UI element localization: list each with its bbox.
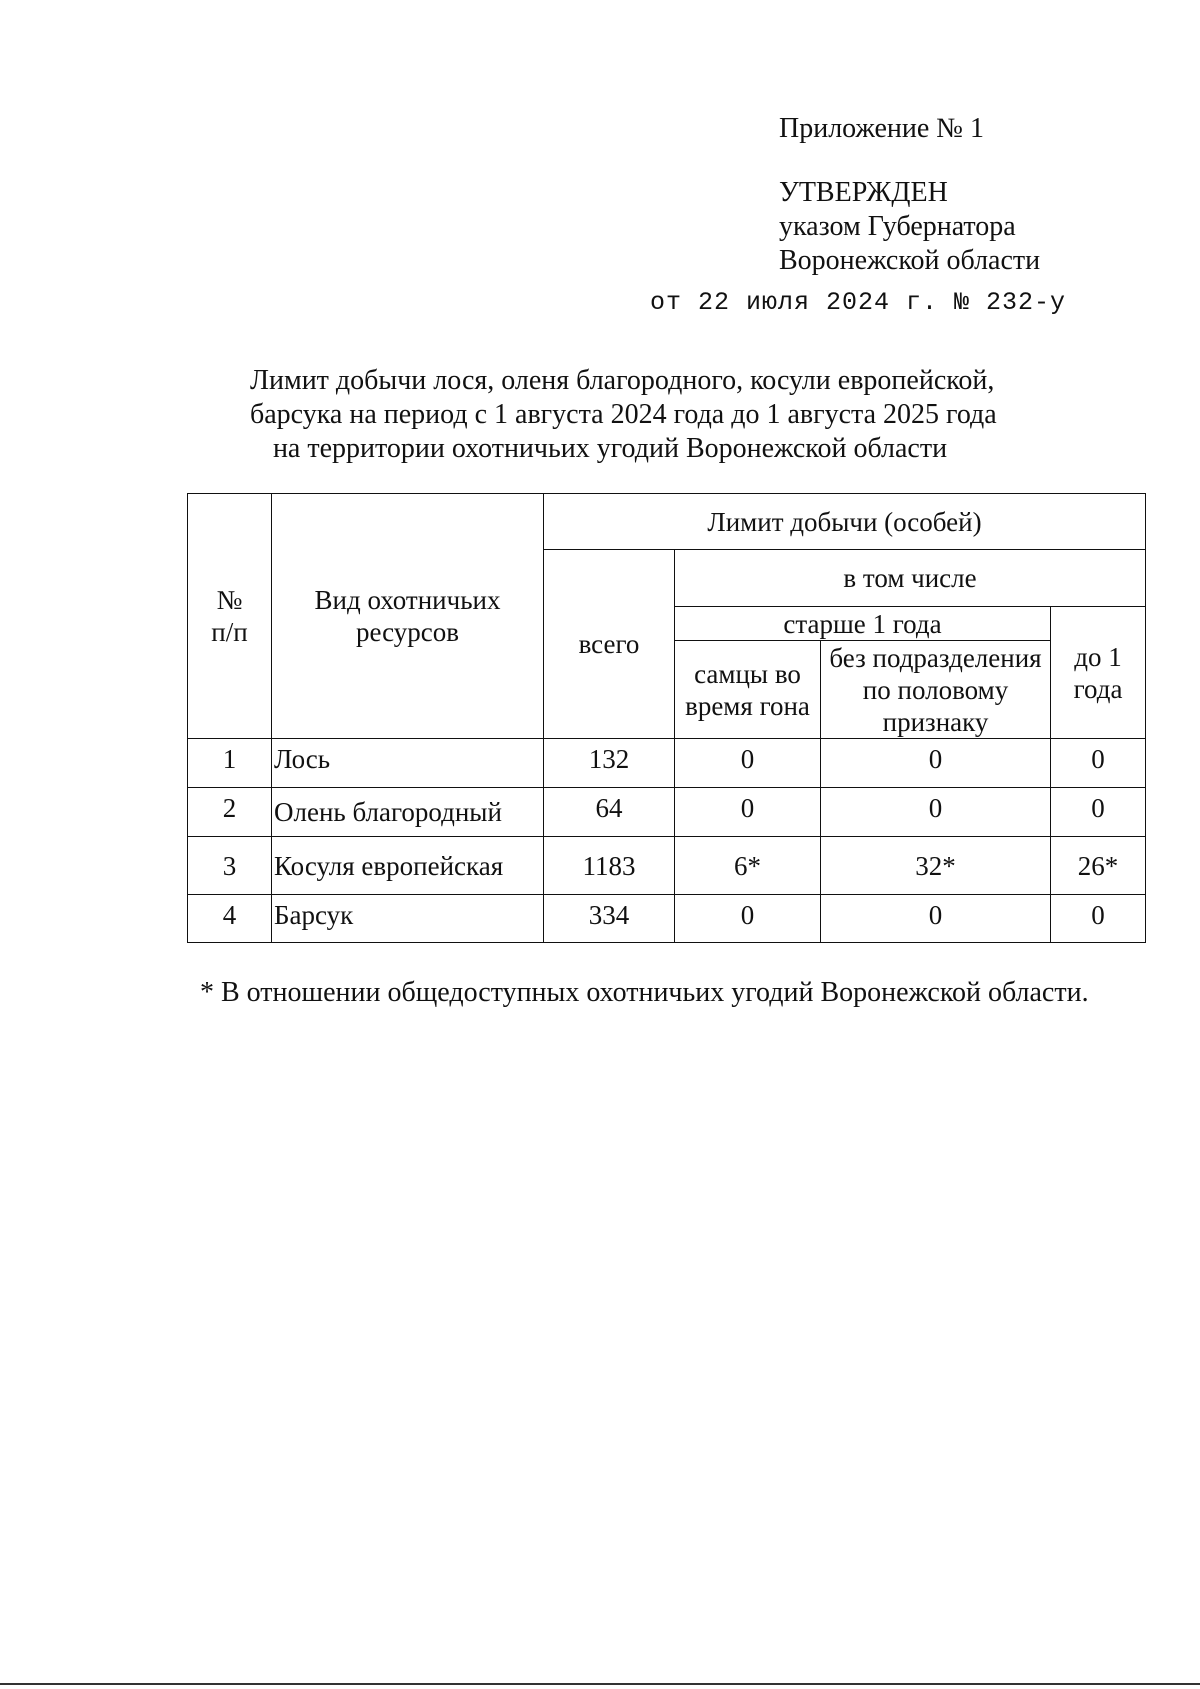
- header-males-rut: [675, 641, 821, 739]
- row-males: 0: [675, 739, 821, 788]
- table-row: [188, 739, 1146, 788]
- row-males: 0: [675, 895, 821, 943]
- approval-block: [779, 176, 1040, 278]
- header-including: в том числе: [675, 550, 1146, 607]
- row-total: 1183: [544, 837, 675, 895]
- row-species: Лось: [272, 739, 544, 788]
- header-young-line-2: года: [1073, 673, 1123, 704]
- header-nosex-line-2: по половому: [862, 674, 1009, 705]
- decree-date-stamp: от 22 июля 2024 г. № 232-у: [650, 288, 1067, 317]
- header-total: всего: [544, 550, 675, 739]
- row-total: 334: [544, 895, 675, 943]
- row-species: Барсук: [272, 895, 544, 943]
- table-row: [188, 895, 1146, 943]
- scan-bottom-edge: [0, 1683, 1200, 1685]
- row-number: 2: [188, 788, 272, 837]
- header-nosex-line-3: признаку: [882, 706, 989, 737]
- row-young: 0: [1051, 739, 1146, 788]
- approval-region: Воронежской области: [779, 245, 1041, 276]
- header-young-line-1: до 1: [1074, 641, 1122, 672]
- row-number: 3: [188, 837, 272, 895]
- footnote: * В отношении общедоступных охотничьих угодий Воронежской области.: [200, 977, 1089, 1008]
- row-species: Олень благородный: [272, 788, 544, 837]
- row-young: 0: [1051, 895, 1146, 943]
- title-line-3: на территории охотничьих угодий Воронежской области: [272, 433, 948, 464]
- row-males: 6*: [675, 837, 821, 895]
- header-no-sex-division: [821, 641, 1051, 739]
- title-line-2: барсука на период с 1 августа 2024 года до 1 августа 2025 года: [250, 399, 997, 430]
- document-title: [250, 364, 997, 466]
- header-species-line-2: ресурсов: [355, 617, 460, 647]
- appendix-label: Приложение № 1: [779, 113, 984, 144]
- row-nosex: 32*: [821, 837, 1051, 895]
- row-young: 0: [1051, 788, 1146, 837]
- row-total: 132: [544, 739, 675, 788]
- row-species: Косуля европейская: [272, 837, 544, 895]
- row-number: 1: [188, 739, 272, 788]
- row-total: 64: [544, 788, 675, 837]
- row-number: 4: [188, 895, 272, 943]
- table-row: [188, 788, 1146, 837]
- title-line-1: Лимит добычи лося, оленя благородного, косули европейской,: [250, 365, 995, 396]
- header-number-sign: №: [216, 585, 243, 615]
- row-nosex: 0: [821, 895, 1051, 943]
- header-number: [188, 494, 272, 739]
- approval-status: УТВЕРЖДЕН: [779, 177, 948, 208]
- header-number-abbr: п/п: [211, 617, 248, 647]
- header-species: [272, 494, 544, 739]
- hunting-limits-table: [187, 493, 1146, 943]
- row-nosex: 0: [821, 788, 1051, 837]
- row-nosex: 0: [821, 739, 1051, 788]
- approval-authority: указом Губернатора: [779, 211, 1016, 242]
- header-under-1-year: [1051, 607, 1146, 739]
- header-nosex-line-1: без подразделения: [829, 642, 1042, 673]
- header-limit: Лимит добычи (особей): [544, 494, 1146, 550]
- header-older-than-1-year: старше 1 года: [675, 607, 1051, 641]
- header-males-line-1: самцы во: [694, 658, 801, 689]
- row-males: 0: [675, 788, 821, 837]
- header-males-line-2: время гона: [685, 690, 810, 721]
- row-young: 26*: [1051, 837, 1146, 895]
- header-species-line-1: Вид охотничьих: [314, 585, 501, 615]
- table-row: [188, 837, 1146, 895]
